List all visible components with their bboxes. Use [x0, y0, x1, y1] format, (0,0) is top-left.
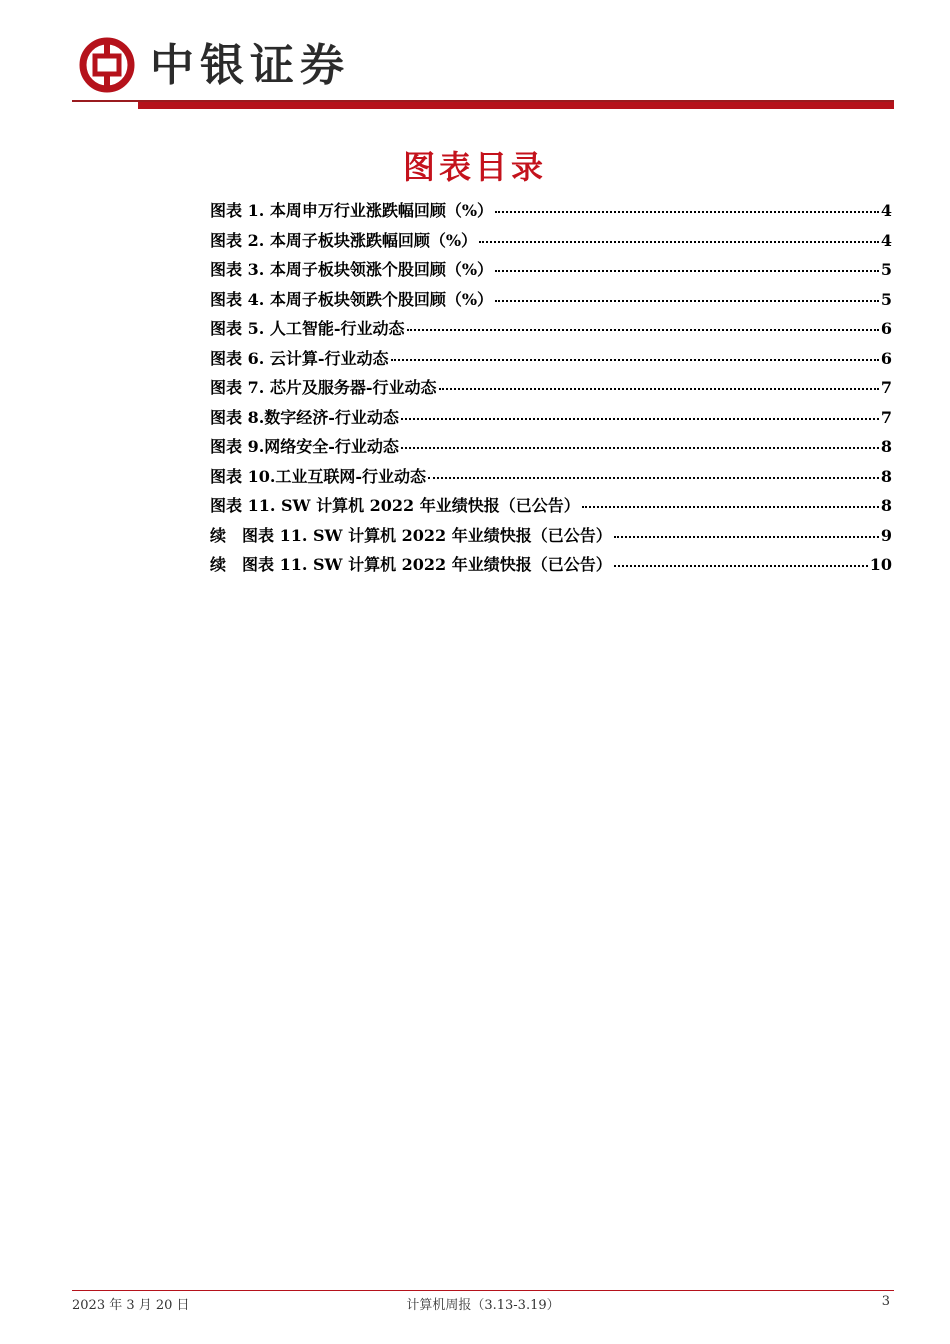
toc-entry-label: 图表 3. 本周子板块领涨个股回顾（%）: [210, 260, 494, 279]
toc-entry[interactable]: [210, 464, 892, 494]
toc-leader-dots: [401, 418, 879, 420]
toc-leader-dots: [428, 477, 879, 479]
toc-entry-page: 5: [880, 289, 892, 309]
toc-entry[interactable]: [210, 198, 892, 228]
toc-entry-page: 10: [869, 555, 892, 574]
toc-entry[interactable]: [210, 287, 892, 317]
toc-leader-dots: [439, 388, 879, 390]
toc-entry-page: 8: [880, 466, 892, 486]
toc-entry-label: 图表 2. 本周子板块涨跌幅回顾（%）: [210, 230, 478, 250]
footer-date: 2023 年 3 月 20 日: [72, 1298, 190, 1313]
toc-entry-page: 6: [880, 348, 892, 368]
toc-leader-dots: [495, 211, 879, 213]
footer-report-title: 计算机周报（3.13-3.19）: [406, 1298, 560, 1313]
page-header: [72, 32, 894, 112]
toc-entry-page: 4: [880, 230, 892, 250]
toc-entry[interactable]: [210, 228, 892, 258]
toc-leader-dots: [614, 536, 879, 538]
toc-entry-page: 8: [880, 496, 892, 515]
toc-leader-dots: [495, 270, 879, 272]
toc-entry-label: 图表 10.工业互联网-行业动态: [210, 466, 427, 486]
toc-entry-label: 图表 6. 云计算-行业动态: [210, 348, 389, 368]
toc-title: 图表目录: [402, 148, 547, 186]
toc-entry[interactable]: [210, 346, 892, 376]
toc-leader-dots: [401, 447, 879, 449]
toc-entry[interactable]: [210, 405, 892, 435]
toc-leader-dots: [614, 565, 868, 567]
toc-entry[interactable]: [210, 434, 892, 464]
toc-entry[interactable]: [210, 316, 892, 346]
toc-entry-label: 图表 5. 人工智能-行业动态: [210, 319, 405, 338]
bank-of-china-logo-icon: [78, 36, 136, 94]
toc-entry-page: 7: [880, 378, 892, 397]
toc-leader-dots: [495, 300, 879, 302]
toc-entry-page: 8: [880, 437, 892, 456]
table-of-figures: [210, 198, 892, 582]
toc-entry-page: 9: [880, 525, 892, 545]
toc-leader-dots: [391, 359, 879, 361]
footer-rule: [72, 1290, 894, 1291]
toc-entry-label: 图表 4. 本周子板块领跌个股回顾（%）: [210, 289, 494, 309]
toc-entry-label: 续 图表 11. SW 计算机 2022 年业绩快报（已公告）: [210, 555, 612, 574]
footer-page-number: 3: [881, 1294, 890, 1309]
toc-entry-label: 图表 9.网络安全-行业动态: [210, 437, 399, 456]
toc-entry-label: 图表 8.数字经济-行业动态: [210, 407, 399, 427]
toc-entry[interactable]: [210, 257, 892, 287]
toc-entry-label: 续 图表 11. SW 计算机 2022 年业绩快报（已公告）: [210, 525, 612, 545]
toc-entry[interactable]: [210, 523, 892, 553]
toc-entry-page: 7: [880, 407, 892, 427]
brand-name: 中银证券: [150, 40, 350, 91]
toc-entry-page: 6: [880, 319, 892, 338]
toc-entry-page: 4: [880, 201, 892, 220]
toc-entry-label: 图表 7. 芯片及服务器-行业动态: [210, 378, 437, 397]
toc-entry-label: 图表 1. 本周申万行业涨跌幅回顾（%）: [210, 201, 494, 220]
toc-entry[interactable]: [210, 493, 892, 523]
toc-leader-dots: [479, 241, 879, 243]
toc-entry-page: 5: [880, 260, 892, 279]
toc-entry[interactable]: [210, 375, 892, 405]
toc-leader-dots: [407, 329, 879, 331]
toc-leader-dots: [582, 506, 879, 508]
header-rule-accent: [138, 102, 894, 109]
toc-entry[interactable]: [210, 552, 892, 582]
toc-entry-label: 图表 11. SW 计算机 2022 年业绩快报（已公告）: [210, 496, 580, 515]
